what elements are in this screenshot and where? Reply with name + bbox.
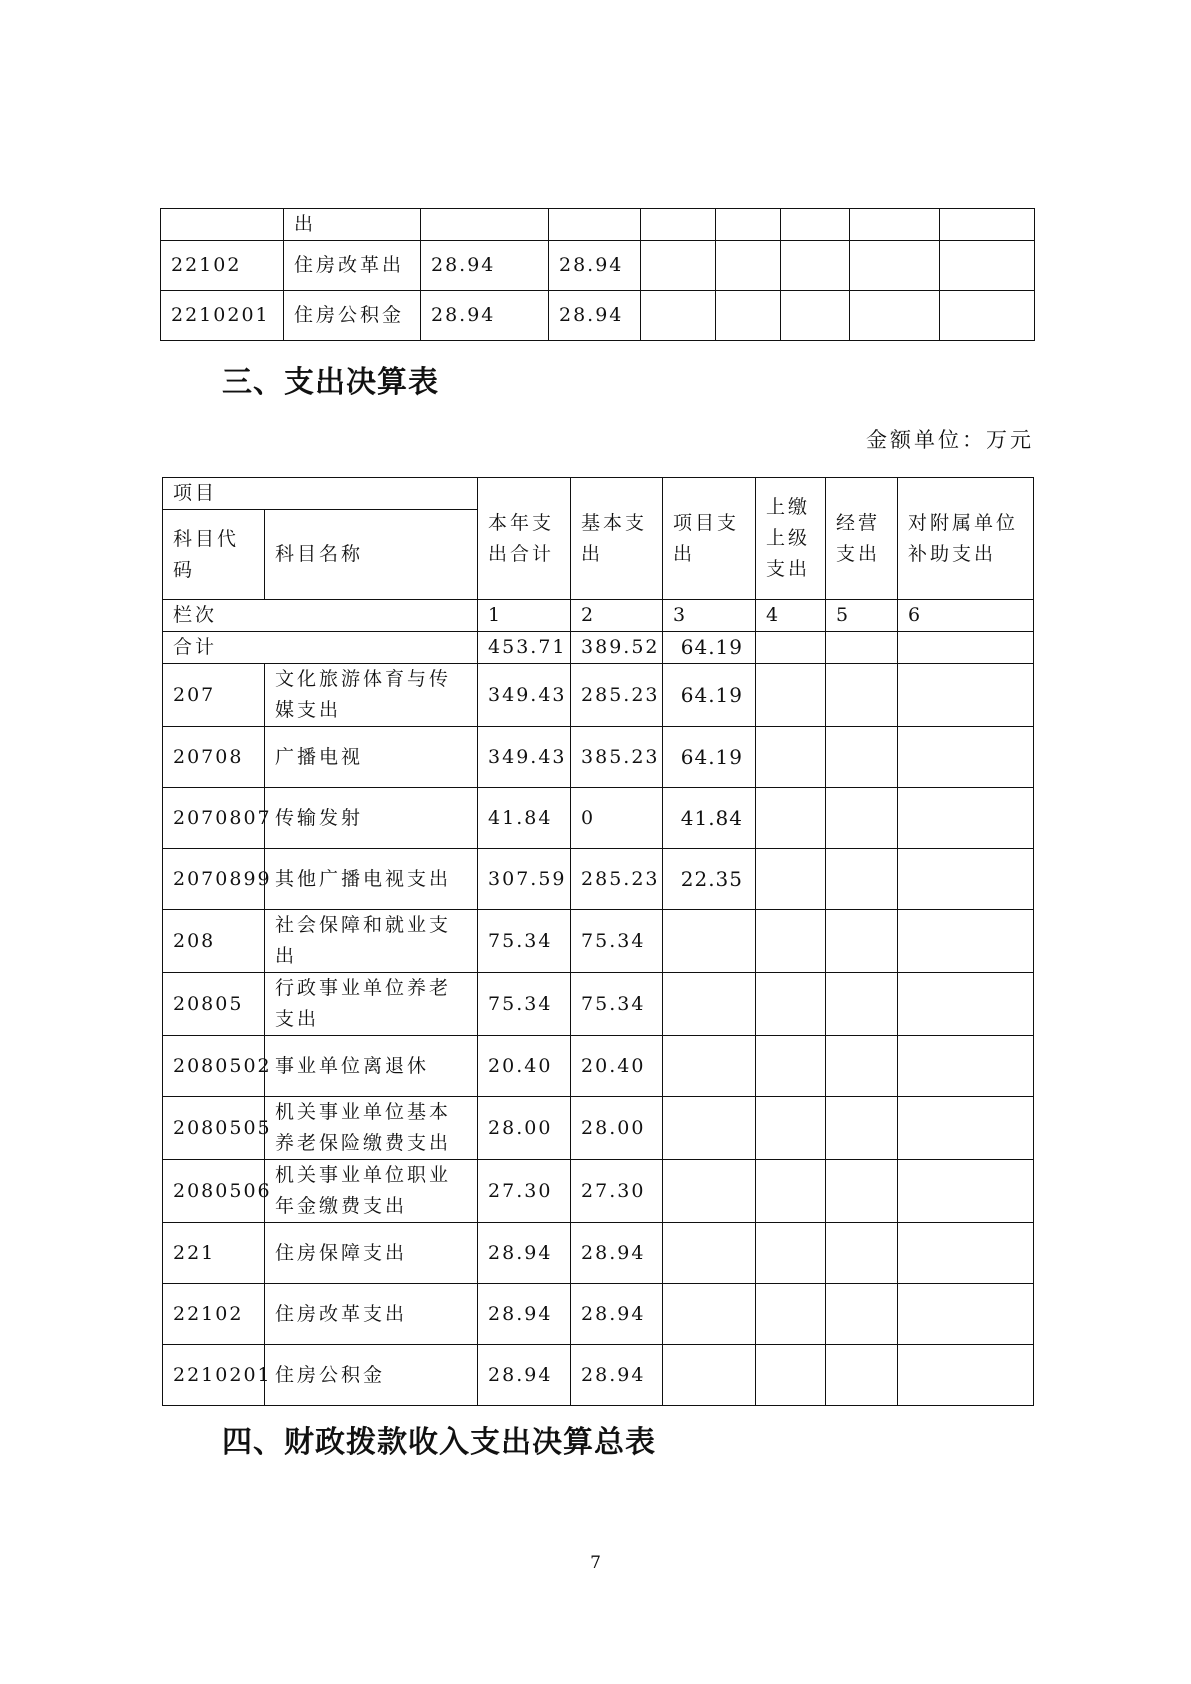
value-cell: 27.30	[478, 1160, 571, 1223]
value-cell	[421, 209, 549, 241]
table-row	[163, 788, 1034, 849]
empty-cell	[898, 849, 1034, 910]
table-row	[161, 209, 1035, 241]
empty-cell	[898, 1284, 1034, 1345]
value-cell	[663, 1160, 756, 1223]
index-cell: 5	[826, 600, 898, 632]
table-row	[161, 241, 1035, 291]
code-cell	[161, 209, 284, 241]
section-heading: 四、财政拨款收入支出决算总表	[222, 1425, 656, 1460]
value-cell: 20.40	[478, 1036, 571, 1097]
value-cell: 28.94	[421, 241, 549, 291]
index-cell: 6	[898, 600, 1034, 632]
empty-cell	[756, 788, 826, 849]
value-cell	[663, 1345, 756, 1406]
value-cell: 64.19	[663, 727, 756, 788]
code-cell: 20805	[163, 973, 265, 1036]
value-cell	[663, 1223, 756, 1284]
name-cell: 住房公积金	[284, 291, 421, 341]
empty-cell	[826, 1097, 898, 1160]
empty-cell	[756, 1345, 826, 1406]
value-cell: 64.19	[663, 664, 756, 727]
empty-cell	[756, 973, 826, 1036]
empty-cell	[756, 910, 826, 973]
value-cell: 75.34	[571, 910, 663, 973]
empty-cell	[826, 664, 898, 727]
name-cell: 广播电视	[265, 727, 478, 788]
value-cell: 28.94	[478, 1223, 571, 1284]
empty-cell	[781, 291, 850, 341]
header-col3: 项目支出	[663, 478, 756, 600]
header-col4: 上缴上级支出	[756, 478, 826, 600]
name-cell: 住房公积金	[265, 1345, 478, 1406]
value-cell: 349.43	[478, 727, 571, 788]
table-row	[163, 973, 1034, 1036]
value-cell: 41.84	[663, 788, 756, 849]
empty-cell	[756, 849, 826, 910]
value-cell: 285.23	[571, 664, 663, 727]
table-row	[163, 910, 1034, 973]
header-name: 科目名称	[265, 510, 478, 600]
empty-cell	[826, 849, 898, 910]
empty-cell	[826, 1160, 898, 1223]
empty-cell	[898, 1160, 1034, 1223]
value-cell	[663, 973, 756, 1036]
index-label: 栏次	[163, 600, 478, 632]
name-cell: 事业单位离退休	[265, 1036, 478, 1097]
section-heading: 三、支出决算表	[222, 365, 439, 400]
value-cell: 307.59	[478, 849, 571, 910]
table-row	[163, 1345, 1034, 1406]
page-number: 7	[590, 1553, 601, 1573]
continued-table	[160, 208, 1035, 341]
value-cell: 28.00	[478, 1097, 571, 1160]
empty-cell	[756, 727, 826, 788]
value-cell	[663, 1284, 756, 1345]
empty-cell	[826, 632, 898, 664]
name-cell: 住房改革出	[284, 241, 421, 291]
code-cell: 2080505	[163, 1097, 265, 1160]
empty-cell	[898, 1036, 1034, 1097]
name-cell: 其他广播电视支出	[265, 849, 478, 910]
code-cell: 2070899	[163, 849, 265, 910]
index-cell: 3	[663, 600, 756, 632]
empty-cell	[756, 664, 826, 727]
empty-cell	[898, 788, 1034, 849]
value-cell: 75.34	[478, 973, 571, 1036]
empty-cell	[781, 209, 850, 241]
table-row	[163, 1223, 1034, 1284]
value-cell: 28.94	[549, 291, 641, 341]
value-cell	[663, 1097, 756, 1160]
header-col2: 基本支出	[571, 478, 663, 600]
value-cell: 349.43	[478, 664, 571, 727]
code-cell: 207	[163, 664, 265, 727]
empty-cell	[826, 910, 898, 973]
value-cell: 28.94	[421, 291, 549, 341]
empty-cell	[826, 1036, 898, 1097]
header-col6: 对附属单位补助支出	[898, 478, 1034, 600]
empty-cell	[756, 1223, 826, 1284]
empty-cell	[756, 1284, 826, 1345]
name-cell: 住房保障支出	[265, 1223, 478, 1284]
empty-cell	[826, 1284, 898, 1345]
value-cell	[549, 209, 641, 241]
empty-cell	[756, 1097, 826, 1160]
table-row	[163, 1284, 1034, 1345]
empty-cell	[641, 241, 716, 291]
value-cell: 28.00	[571, 1097, 663, 1160]
value-cell: 20.40	[571, 1036, 663, 1097]
name-cell: 出	[284, 209, 421, 241]
empty-cell	[756, 1036, 826, 1097]
value-cell: 0	[571, 788, 663, 849]
value-cell: 285.23	[571, 849, 663, 910]
value-cell: 22.35	[663, 849, 756, 910]
empty-cell	[898, 632, 1034, 664]
empty-cell	[898, 910, 1034, 973]
code-cell: 22102	[163, 1284, 265, 1345]
value-cell: 389.52	[571, 632, 663, 664]
empty-cell	[850, 241, 940, 291]
value-cell: 28.94	[571, 1223, 663, 1284]
index-cell: 4	[756, 600, 826, 632]
value-cell: 41.84	[478, 788, 571, 849]
header-code: 科目代码	[163, 510, 265, 600]
amount-unit-label: 金额单位：万元	[866, 428, 1034, 452]
empty-cell	[940, 209, 1035, 241]
empty-cell	[898, 1223, 1034, 1284]
empty-cell	[716, 209, 781, 241]
empty-cell	[898, 664, 1034, 727]
index-row	[163, 600, 1034, 632]
name-cell: 住房改革支出	[265, 1284, 478, 1345]
code-cell: 2210201	[161, 291, 284, 341]
header-col5: 经营支出	[826, 478, 898, 600]
empty-cell	[940, 291, 1035, 341]
index-cell: 1	[478, 600, 571, 632]
expenditure-table	[162, 477, 1034, 1406]
header-col1: 本年支出合计	[478, 478, 571, 600]
value-cell: 27.30	[571, 1160, 663, 1223]
code-cell: 2080502	[163, 1036, 265, 1097]
code-cell: 20708	[163, 727, 265, 788]
table-row	[163, 1160, 1034, 1223]
name-cell: 文化旅游体育与传媒支出	[265, 664, 478, 727]
empty-cell	[826, 1345, 898, 1406]
total-label: 合计	[163, 632, 478, 664]
name-cell: 机关事业单位基本养老保险缴费支出	[265, 1097, 478, 1160]
total-row	[163, 632, 1034, 664]
value-cell: 28.94	[549, 241, 641, 291]
index-cell: 2	[571, 600, 663, 632]
empty-cell	[826, 727, 898, 788]
value-cell: 28.94	[571, 1284, 663, 1345]
value-cell: 385.23	[571, 727, 663, 788]
empty-cell	[898, 973, 1034, 1036]
empty-cell	[826, 788, 898, 849]
name-cell: 行政事业单位养老支出	[265, 973, 478, 1036]
empty-cell	[826, 973, 898, 1036]
header-item: 项目	[163, 478, 478, 510]
header-row	[163, 478, 1034, 510]
table-row	[163, 849, 1034, 910]
value-cell: 75.34	[478, 910, 571, 973]
empty-cell	[850, 291, 940, 341]
empty-cell	[716, 291, 781, 341]
empty-cell	[756, 632, 826, 664]
value-cell: 75.34	[571, 973, 663, 1036]
value-cell	[663, 910, 756, 973]
name-cell: 社会保障和就业支出	[265, 910, 478, 973]
empty-cell	[826, 1223, 898, 1284]
table-row	[163, 1036, 1034, 1097]
table-row	[161, 291, 1035, 341]
empty-cell	[898, 1097, 1034, 1160]
table-row	[163, 664, 1034, 727]
empty-cell	[756, 1160, 826, 1223]
table-row	[163, 727, 1034, 788]
empty-cell	[781, 241, 850, 291]
value-cell: 453.71	[478, 632, 571, 664]
code-cell: 221	[163, 1223, 265, 1284]
empty-cell	[898, 1345, 1034, 1406]
empty-cell	[850, 209, 940, 241]
value-cell: 28.94	[478, 1345, 571, 1406]
empty-cell	[716, 241, 781, 291]
value-cell: 28.94	[478, 1284, 571, 1345]
value-cell	[663, 1036, 756, 1097]
code-cell: 208	[163, 910, 265, 973]
empty-cell	[641, 291, 716, 341]
empty-cell	[898, 727, 1034, 788]
value-cell: 28.94	[571, 1345, 663, 1406]
empty-cell	[641, 209, 716, 241]
empty-cell	[940, 241, 1035, 291]
value-cell: 64.19	[663, 632, 756, 664]
code-cell: 2080506	[163, 1160, 265, 1223]
code-cell: 22102	[161, 241, 284, 291]
code-cell: 2210201	[163, 1345, 265, 1406]
table-row	[163, 1097, 1034, 1160]
name-cell: 传输发射	[265, 788, 478, 849]
name-cell: 机关事业单位职业年金缴费支出	[265, 1160, 478, 1223]
code-cell: 2070807	[163, 788, 265, 849]
